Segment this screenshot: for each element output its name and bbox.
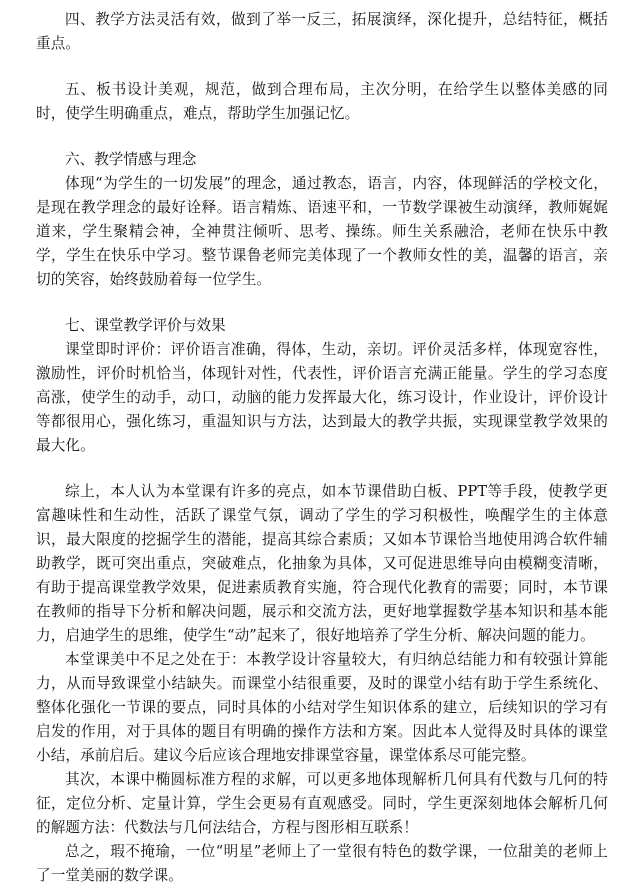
summary-paragraph: 其次，本课中椭圆标准方程的求解，可以更多地体现解析几何具有代数与几何的特征，定位分析、定量计算，学生会更易有直观感受。同时，学生更深刻地体会解析几何的解题方法：代数法与几何法结合，方程与图形相互联系！ [36, 771, 608, 836]
spacer [36, 458, 608, 480]
document-page [36, 8, 608, 888]
summary-paragraph: 综上，本人认为本堂课有许多的亮点，如本节课借助白板、PPT等手段，使教学更富趣味性和生动性，活跃了课堂气氛，调动了学生的学习积极性，唤醒学生的主体意识，最大限度的挖掘学生的潜能，提高其综合素质；又如本节课恰当地使用鸿合软件辅助教学，既可突出重点，突破难点，化抽象为具体，又可促进思维导向由模糊变清晰，有助于提高课堂教学效果，促进素质教育实施，符合现代化教育的需要；同时，本节课在教师的指导下分析和解决问题，展示和交流方法，更好地掌握数学基本知识和基本能力，启迪学生的思维，使学生“动”起来了，很好地培养了学生分析、解决问题的能力。 [36, 483, 608, 644]
summary-paragraph: 总之，瑕不掩瑜，一位“明星”老师上了一堂很有特色的数学课，一位甜美的老师上了一堂美丽的数学课。 [36, 843, 608, 884]
section-teaching-method: 四、教学方法灵活有效，做到了举一反三，拓展演绎，深化提升，总结特征，概括重点。 [36, 11, 608, 52]
spacer [36, 292, 608, 314]
section-blackboard-design: 五、板书设计美观，规范，做到合理布局，主次分明，在给学生以整体美感的同时，使学生明确重点，难点，帮助学生加强记忆。 [36, 81, 608, 122]
section-heading-evaluation: 七、课堂教学评价与效果 [65, 317, 226, 334]
summary-paragraph: 本堂课美中不足之处在于：本教学设计容量较大，有归纳总结能力和有较强计算能力，从而导致课堂小结缺失。而课堂小结很重要，及时的课堂小结有助于学生系统化、整体化强化一节课的要点，同时具体的小结对学生知识体系的建立，后续知识的学习有启发的作用，对于具体的题目有明确的操作方法和方案。因此本人觉得及时具体的课堂小结，承前启后。建议今后应该合理地安排课堂容量，课堂体系尽可能完整。 [36, 651, 608, 764]
spacer [36, 56, 608, 78]
section-emotion-text: 体现“为学生的一切发展”的理念，通过教态，语言，内容，体现鲜活的学校文化，是现在教学理念的最好诠释。语言精炼、语速平和，一节数学课被生动演绎，教师娓娓道来，学生聚精会神，全神贯注倾听、思考、操练。师生关系融洽，老师在快乐中教学，学生在快乐中学习。整节课鲁老师完美体现了一个教师女性的美，温馨的语言，亲切的笑容，始终鼓励着每一位学生。 [36, 175, 608, 288]
spacer [36, 126, 608, 148]
section-heading-emotion: 六、教学情感与理念 [65, 151, 197, 168]
section-evaluation-text: 课堂即时评价：评价语言准确，得体，生动，亲切。评价灵活多样，体现宽容性，激励性，评价时机恰当，体现针对性，代表性，评价语言充满正能量。学生的学习态度高涨，使学生的动手，动口，动脑的能力发挥最大化，练习设计，作业设计，评价设计等都很用心，强化练习，重温知识与方法，达到最大的教学共振，实现课堂教学效果的最大化。 [36, 341, 608, 454]
